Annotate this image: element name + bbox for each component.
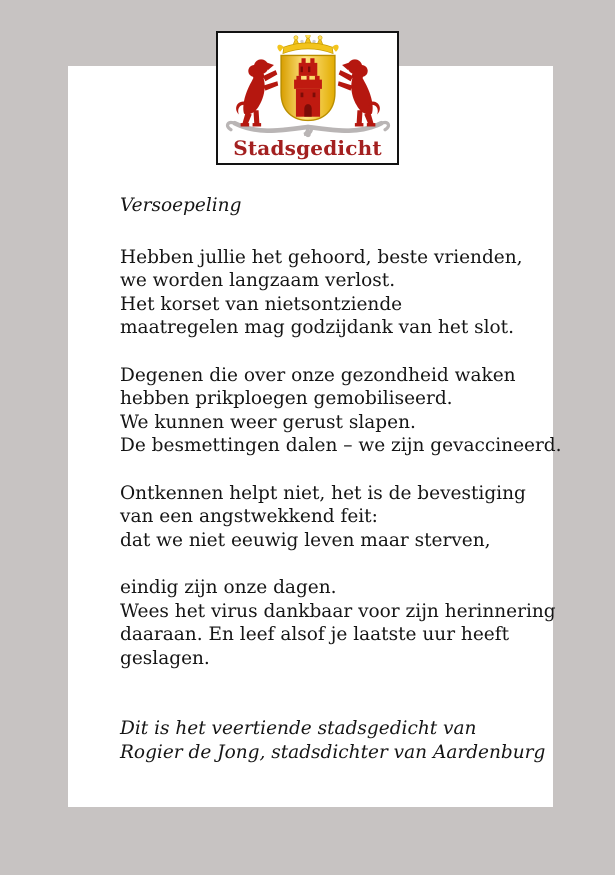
poem-stanza (120, 482, 556, 553)
logo-label: Stadsgedicht (233, 136, 382, 160)
poem-line: De besmettingen dalen – we zijn gevaccineerd. (120, 435, 562, 456)
poem-title: Versoepeling (120, 195, 242, 216)
poem-line: geslagen. (120, 647, 210, 669)
poem-stanza (120, 246, 556, 340)
left-lion (236, 59, 278, 126)
poem-line: eindig zijn onze dagen. (120, 577, 337, 598)
poem-line: daaraan. En leef alsof je laatste uur heeft (120, 624, 510, 645)
poem-line: Wees het virus dankbaar voor zijn herinnering (120, 600, 556, 622)
poem-colophon (120, 717, 556, 764)
stadsgedicht-logo (216, 31, 399, 165)
poem-stanza (120, 576, 556, 670)
poem-line: Degenen die over onze gezondheid waken (120, 364, 516, 386)
poem-line: maatregelen mag godzijdank van het slot. (120, 317, 514, 338)
right-lion (337, 59, 379, 126)
poem-line: Hebben jullie het gehoord, beste vrienden, (120, 246, 523, 268)
colophon-line: Dit is het veertiende stadsgedicht van (120, 718, 477, 739)
poem-line: hebben prikploegen gemobiliseerd. (120, 388, 453, 409)
poem-line: We kunnen weer gerust slapen. (120, 411, 416, 433)
poem (120, 194, 562, 764)
poem-line: van een angstwekkend feit: (120, 506, 378, 527)
poem-line: dat we niet eeuwig leven maar sterven, (120, 529, 491, 551)
poem-line: Het korset van nietsontziende (120, 293, 403, 315)
coat-of-arms-icon (219, 35, 397, 139)
poem-line: we worden langzaam verlost. (120, 270, 396, 291)
colophon-line: Rogier de Jong, stadsdichter van Aardenburg (120, 741, 546, 763)
crown (277, 35, 338, 54)
poem-stanza (120, 364, 562, 458)
poem-line: Ontkennen helpt niet, het is de bevestiging (120, 482, 526, 504)
